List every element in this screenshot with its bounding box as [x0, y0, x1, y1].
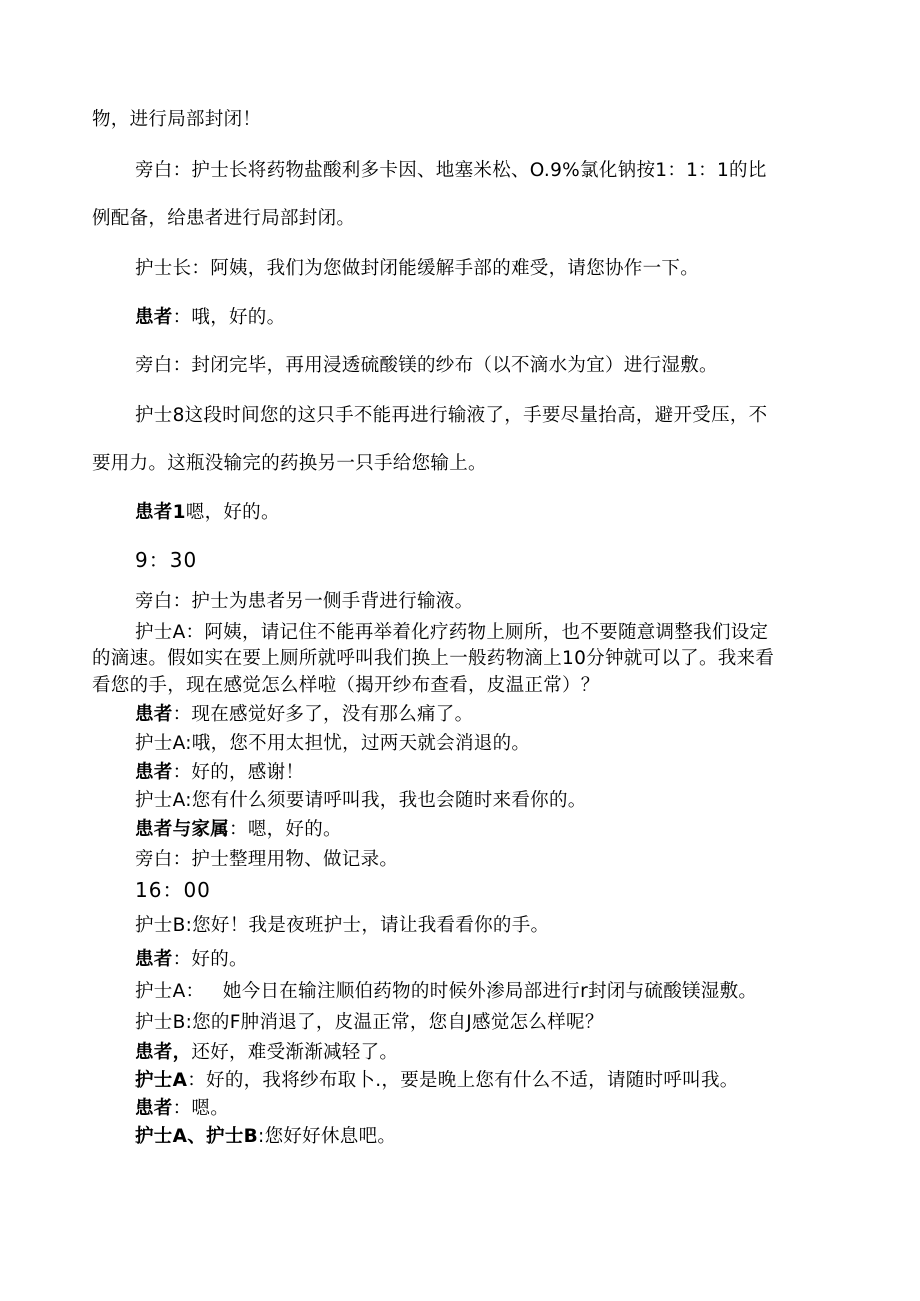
speaker-label: 患者与家属: [135, 819, 230, 840]
speaker-label: 患者1: [135, 502, 186, 523]
dialogue-line: 患者，还好，难受渐渐减轻了。: [135, 1042, 399, 1063]
speaker-label: 护士A、护士B: [135, 1126, 259, 1147]
text-line: 护士A:您有什么须要请呼叫我，我也会随时来看你的。: [135, 790, 587, 811]
text-line: 旁白：封闭完毕，再用浸透硫酸镁的纱布（以不滴水为宜）进行湿敷。: [135, 355, 718, 376]
timestamp: 9：30: [135, 548, 198, 572]
speaker-label: 患者: [135, 949, 173, 970]
speaker-label: 患者，: [135, 1042, 192, 1063]
text-line: 护士B:您的F肿消退了，皮温正常，您自J感觉怎么样呢？: [135, 1012, 604, 1033]
text-line: 的滴速。假如实在要上厕所就呼叫我们换上一般药物滴上10分钟就可以了。我来看: [92, 648, 775, 669]
speaker-label: 护士A: [135, 1070, 188, 1091]
dialogue-line: 护士A：好的，我将纱布取卜.，要是晚上您有什么不适，请随时呼叫我。: [135, 1070, 739, 1091]
speaker-label: 患者: [135, 704, 173, 725]
text-line: 旁白：护士为患者另一侧手背进行输液。: [135, 591, 474, 612]
text-line: 旁白：护士整理用物、做记录。: [135, 849, 399, 870]
dialogue-line: 患者：好的，感谢！: [135, 762, 305, 783]
text-line: 旁白：护士长将药物盐酸利多卡因、地塞米松、O.9%氯化钠按1：1：1的比: [135, 160, 767, 181]
text-line: 护士A:哦，您不用太担忧，过两天就会消退的。: [135, 733, 531, 754]
dialogue-line: 患者：嗯。: [135, 1098, 230, 1119]
dialogue-line: 患者：现在感觉好多了，没有那么痛了。: [135, 704, 474, 725]
dialogue-line: 患者1嗯，好的。: [135, 502, 280, 523]
text-line: 护士8这段时间您的这只手不能再进行输液了，手要尽量抬高，避开受压，不: [135, 405, 768, 426]
text-line: 护士A：阿姨，请记住不能再举着化疗药物上厕所，也不要随意调整我们设定: [135, 622, 769, 643]
speaker-label: 患者: [135, 1098, 173, 1119]
dialogue-line: 患者与家属：嗯，好的。: [135, 819, 342, 840]
timestamp: 16：00: [135, 878, 211, 902]
text-line: 护士A： 她今日在输注顺伯药物的时候外渗局部进行r封闭与硫酸镁湿敷。: [135, 981, 758, 1002]
dialogue-line: 患者：哦，好的。: [135, 307, 286, 328]
dialogue-line: 护士A、护士B:您好好休息吧。: [135, 1126, 397, 1147]
dialogue-line: 患者：好的。: [135, 949, 248, 970]
speaker-label: 患者: [135, 307, 173, 328]
text-line: 物，进行局部封闭！: [92, 109, 262, 130]
text-line: 例配备，给患者进行局部封闭。: [92, 208, 356, 229]
text-line: 护士长：阿姨，我们为您做封闭能缓解手部的难受，请您协作一下。: [135, 258, 700, 279]
text-line: 看您的手，现在感觉怎么样啦（揭开纱布查看，皮温正常）？: [92, 675, 600, 696]
text-line: 护士B:您好！我是夜班护士，请让我看看你的手。: [135, 915, 550, 936]
text-line: 要用力。这瓶没输完的药换另一只手给您输上。: [92, 453, 487, 474]
speaker-label: 患者: [135, 762, 173, 783]
